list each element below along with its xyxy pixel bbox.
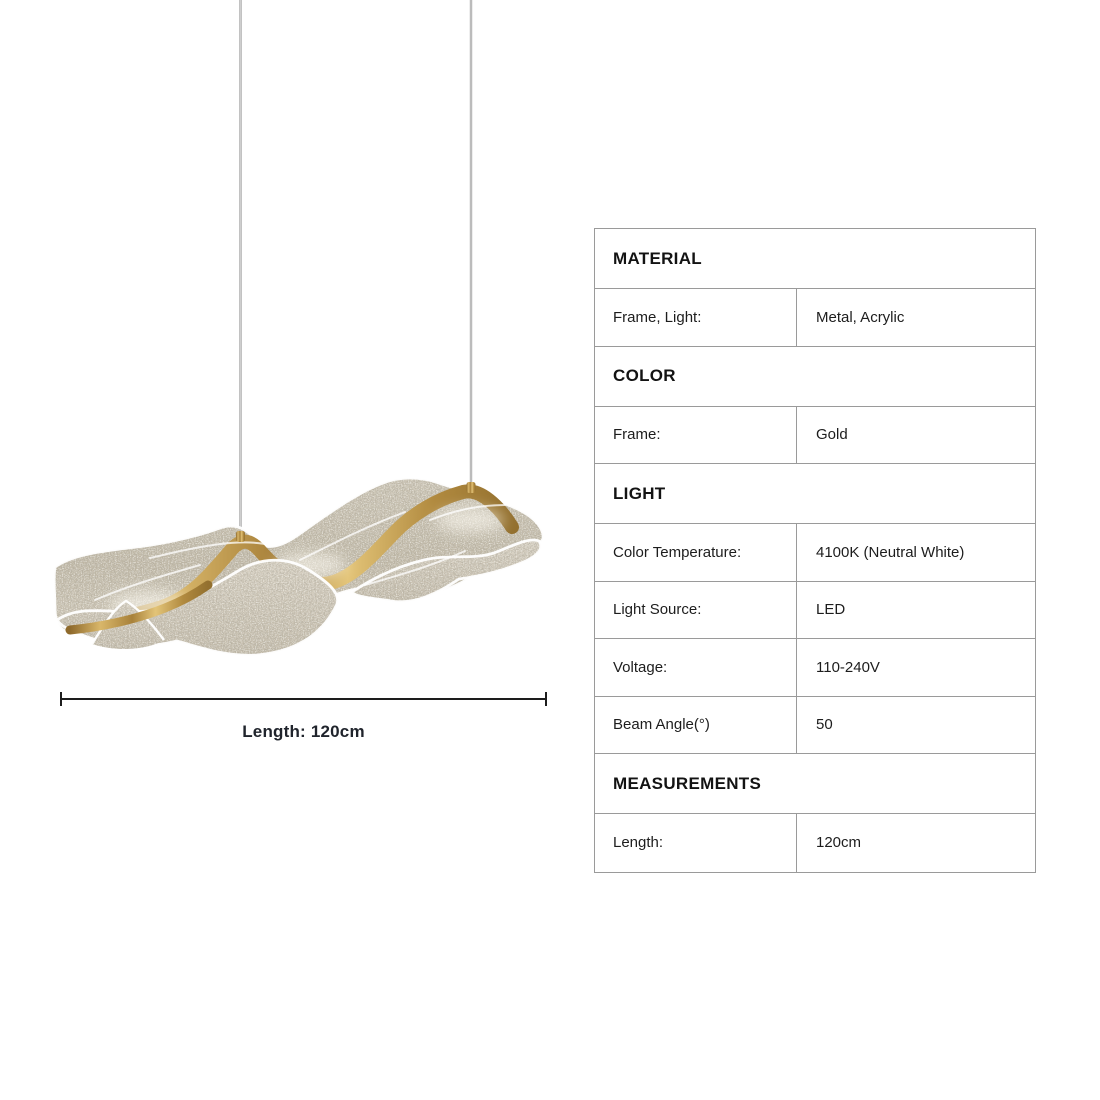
spec-label: Color Temperature:	[595, 524, 797, 581]
section-header-measurements	[595, 754, 1035, 814]
spec-value: 50	[816, 716, 833, 734]
hanging-wires-icon	[241, 0, 472, 538]
spec-value: 110-240V	[816, 658, 880, 676]
dimension-line	[60, 698, 547, 700]
spec-value: LED	[816, 601, 846, 619]
spec-row-light-source	[595, 582, 1035, 640]
spec-row-color-temperature	[595, 524, 1035, 582]
spec-label: Length:	[595, 814, 797, 872]
lamp-body-icon	[54, 478, 543, 655]
spec-row-frame-light	[595, 289, 1035, 347]
product-figure	[0, 0, 600, 800]
spec-value: Gold	[816, 426, 848, 444]
dimension-tick-right	[545, 692, 547, 706]
pendant-lamp-illustration	[0, 0, 600, 780]
spec-label: Frame, Light:	[595, 289, 797, 346]
section-title: MEASUREMENTS	[613, 773, 762, 793]
spec-value: 120cm	[816, 834, 862, 852]
dimension-tick-left	[60, 692, 62, 706]
section-header-material	[595, 229, 1035, 289]
section-title: COLOR	[613, 366, 676, 385]
section-header-color	[595, 347, 1035, 407]
spec-row-frame-color	[595, 407, 1035, 465]
spec-row-length	[595, 814, 1035, 872]
spec-label: Beam Angle(°)	[595, 697, 797, 754]
section-header-light	[595, 464, 1035, 524]
spec-label: Frame:	[595, 407, 797, 464]
spec-value: Metal, Acrylic	[816, 308, 905, 326]
dimension-label: Length: 120cm	[242, 722, 365, 741]
section-title: MATERIAL	[613, 248, 702, 268]
spec-label: Light Source:	[595, 582, 797, 639]
spec-row-voltage	[595, 639, 1035, 697]
section-title: LIGHT	[613, 483, 666, 503]
spec-table	[594, 228, 1036, 873]
spec-row-beam-angle	[595, 697, 1035, 755]
spec-value: 4100K (Neutral White)	[816, 543, 965, 561]
spec-label: Voltage:	[595, 639, 797, 696]
